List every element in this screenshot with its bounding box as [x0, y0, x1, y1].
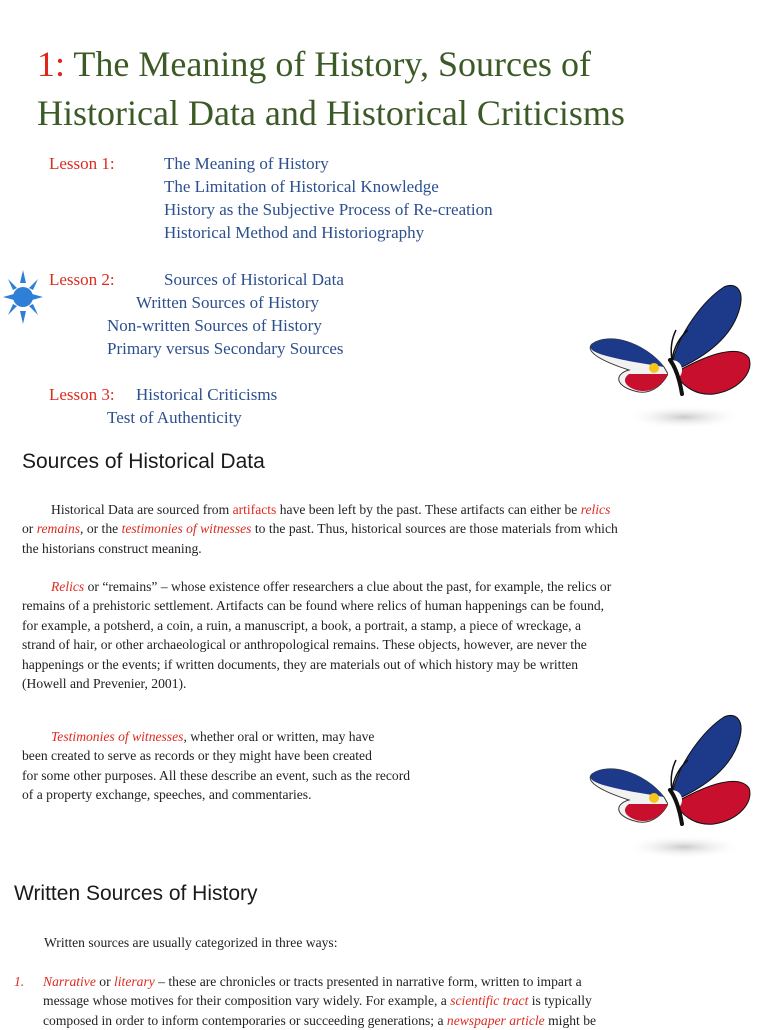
list-item: 1. Narrative or literary – these are chronicles or tracts presented in narrative form, written to impart a message whose motives for their composition vary widely. For example, a scientific tract is typically composed in order to inform contemporaries or succeeding generations; a newspaper article might be [14, 974, 597, 1028]
section-intro: Written sources are usually categorized in three ways: [44, 935, 338, 950]
term-artifacts: artifacts [232, 502, 277, 517]
paragraph: Relics or “remains” – whose existence offer researchers a clue about the past, for example, the relics or remains of a prehistoric settlement. Artifacts can be found where relics of human happenings can be found, for example, a potsherd, a coin, a ruin, a manuscript, a book, a portrait, a stamp, a piece of wreckage, a strand of hair, or other archaeological or anthropological remains. These objects, however, are never the happenings or the events; if written documents, they are materials out of which history may be written (Howell and Prevenier, 2001). [22, 579, 612, 692]
title-number: 1 [37, 44, 55, 84]
lesson2-item: Non-written Sources of History [107, 316, 322, 335]
paragraph: Testimonies of witnesses, whether oral or written, may have been created to serve as records or they might have been created for some other purposes. All these describe an event, such as the record of a property exchange, speeches, and commentaries. [22, 729, 411, 803]
lesson3-item: Historical Criticisms [136, 385, 278, 404]
term-relics: relics [580, 502, 611, 517]
lesson2-item: Written Sources of History [136, 293, 319, 312]
lesson1-item: Historical Method and Historiography [164, 223, 425, 242]
term-relics: Relics [51, 579, 85, 594]
lesson3-item: Test of Authenticity [107, 408, 242, 427]
term-literary: literary [114, 974, 155, 989]
sun-icon [2, 268, 44, 326]
section-heading: Written Sources of History [14, 882, 258, 905]
lesson1-item: History as the Subjective Process of Re-creation [164, 200, 493, 219]
term-newspaper-article: newspaper article [446, 1012, 545, 1028]
term-remains: remains [36, 521, 81, 537]
term-testimonies: testimonies of witnesses [121, 521, 252, 537]
butterfly-flag-icon [584, 712, 754, 862]
paragraph: Historical Data are sourced from artifacts have been left by the past. These artifacts can either be relics or remains, or the testimonies of witnesses to the past. Thus, historical sources are those materials from which the historians construct meaning. [22, 502, 618, 556]
lesson3-label: Lesson 3: [49, 385, 115, 404]
page-title: 1: The Meaning of History, Sources of Historical Data and Historical Criticisms [37, 40, 625, 138]
title-line1: The Meaning of History, Sources of [73, 44, 591, 84]
butterfly-flag-icon [584, 282, 754, 432]
lesson1-list [164, 152, 493, 244]
lesson1-item: The Meaning of History [164, 154, 329, 173]
lesson2-label: Lesson 2: [49, 270, 115, 289]
lesson1-item: The Limitation of Historical Knowledge [164, 177, 439, 196]
lesson2-item: Primary versus Secondary Sources [107, 339, 344, 358]
term-scientific-tract: scientific tract [450, 993, 529, 1009]
lesson1-label: Lesson 1: [49, 154, 115, 173]
lesson2-item: Sources of Historical Data [164, 270, 344, 289]
list-number: 1. [14, 974, 25, 989]
term-narrative: Narrative [43, 974, 96, 989]
section-heading: Sources of Historical Data [22, 450, 265, 473]
term-testimonies: Testimonies of witnesses [51, 729, 184, 744]
title-line2: Historical Data and Historical Criticisms [37, 93, 625, 133]
